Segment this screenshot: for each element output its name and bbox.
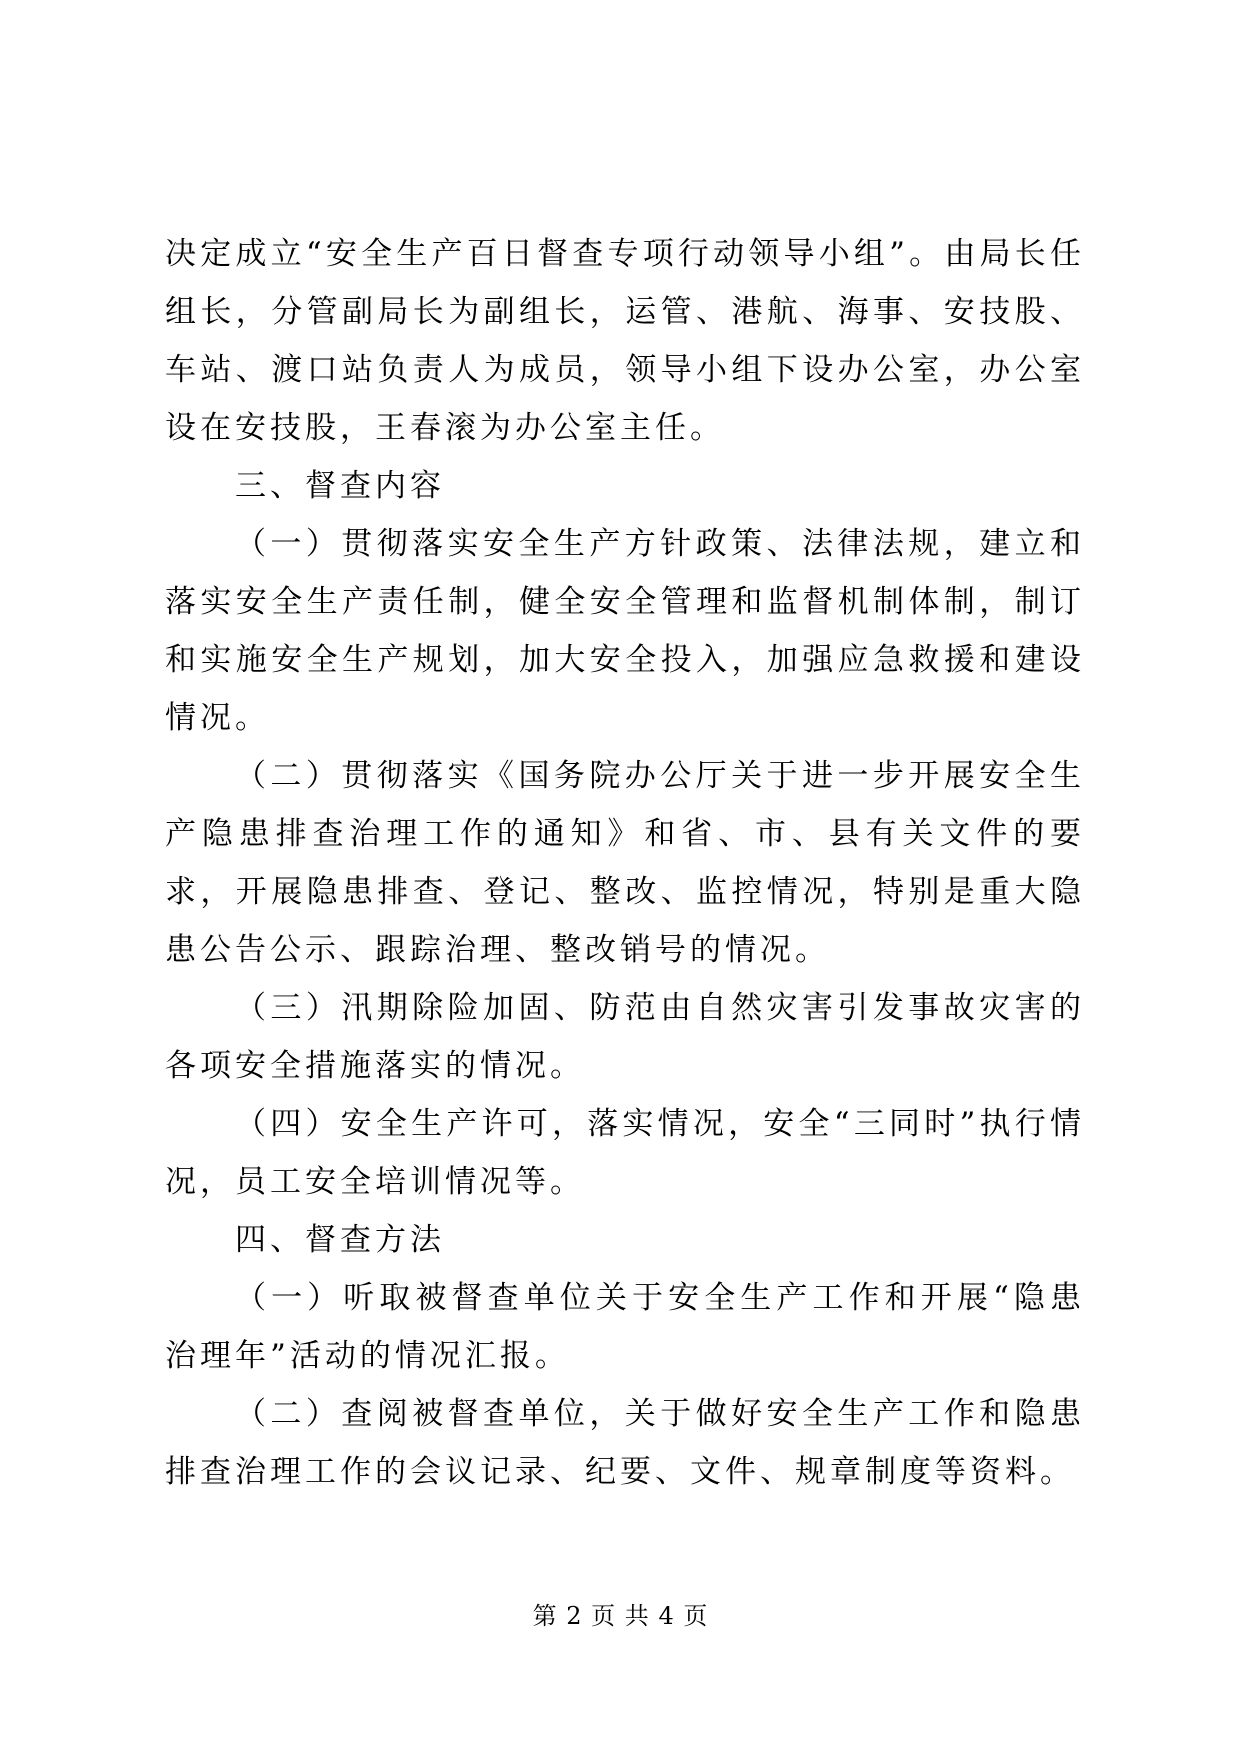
paragraph-item-3: （三）汛期除险加固、防范由自然灾害引发事故灾害的各项安全措施落实的情况。 (165, 990, 1085, 1084)
section-heading-inspection-methods: 四、督查方法 (235, 1222, 445, 1258)
paragraph-leading-group: 决定成立“安全生产百日督查专项行动领导小组”。由局长任组长，分管副局长为副组长，运管、港航、海事、安技股、车站、渡口站负责人为成员，领导小组下设办公室，办公室设在安技股，王春滚为办公室主任。 (165, 236, 1085, 446)
page-number-footer: 第 2 页 共 4 页 (532, 1602, 709, 1630)
paragraph-item-4: （四）安全生产许可，落实情况，安全“三同时”执行情况，员工安全培训情况等。 (165, 1106, 1085, 1200)
paragraph-method-2: （二）查阅被督查单位，关于做好安全生产工作和隐患排查治理工作的会议记录、纪要、文件、规章制度等资料。 (165, 1396, 1085, 1490)
document-body (165, 225, 1085, 1501)
paragraph-item-2: （二）贯彻落实《国务院办公厅关于进一步开展安全生产隐患排查治理工作的通知》和省、市、县有关文件的要求，开展隐患排查、登记、整改、监控情况，特别是重大隐患公告公示、跟踪治理、整改销号的情况。 (165, 758, 1085, 968)
paragraph-method-1: （一）听取被督查单位关于安全生产工作和开展“隐患治理年”活动的情况汇报。 (165, 1280, 1085, 1374)
paragraph-item-1: （一）贯彻落实安全生产方针政策、法律法规，建立和落实安全生产责任制，健全安全管理和监督机制体制，制订和实施安全生产规划，加大安全投入，加强应急救援和建设情况。 (165, 526, 1085, 736)
section-heading-inspection-content: 三、督查内容 (235, 468, 445, 504)
